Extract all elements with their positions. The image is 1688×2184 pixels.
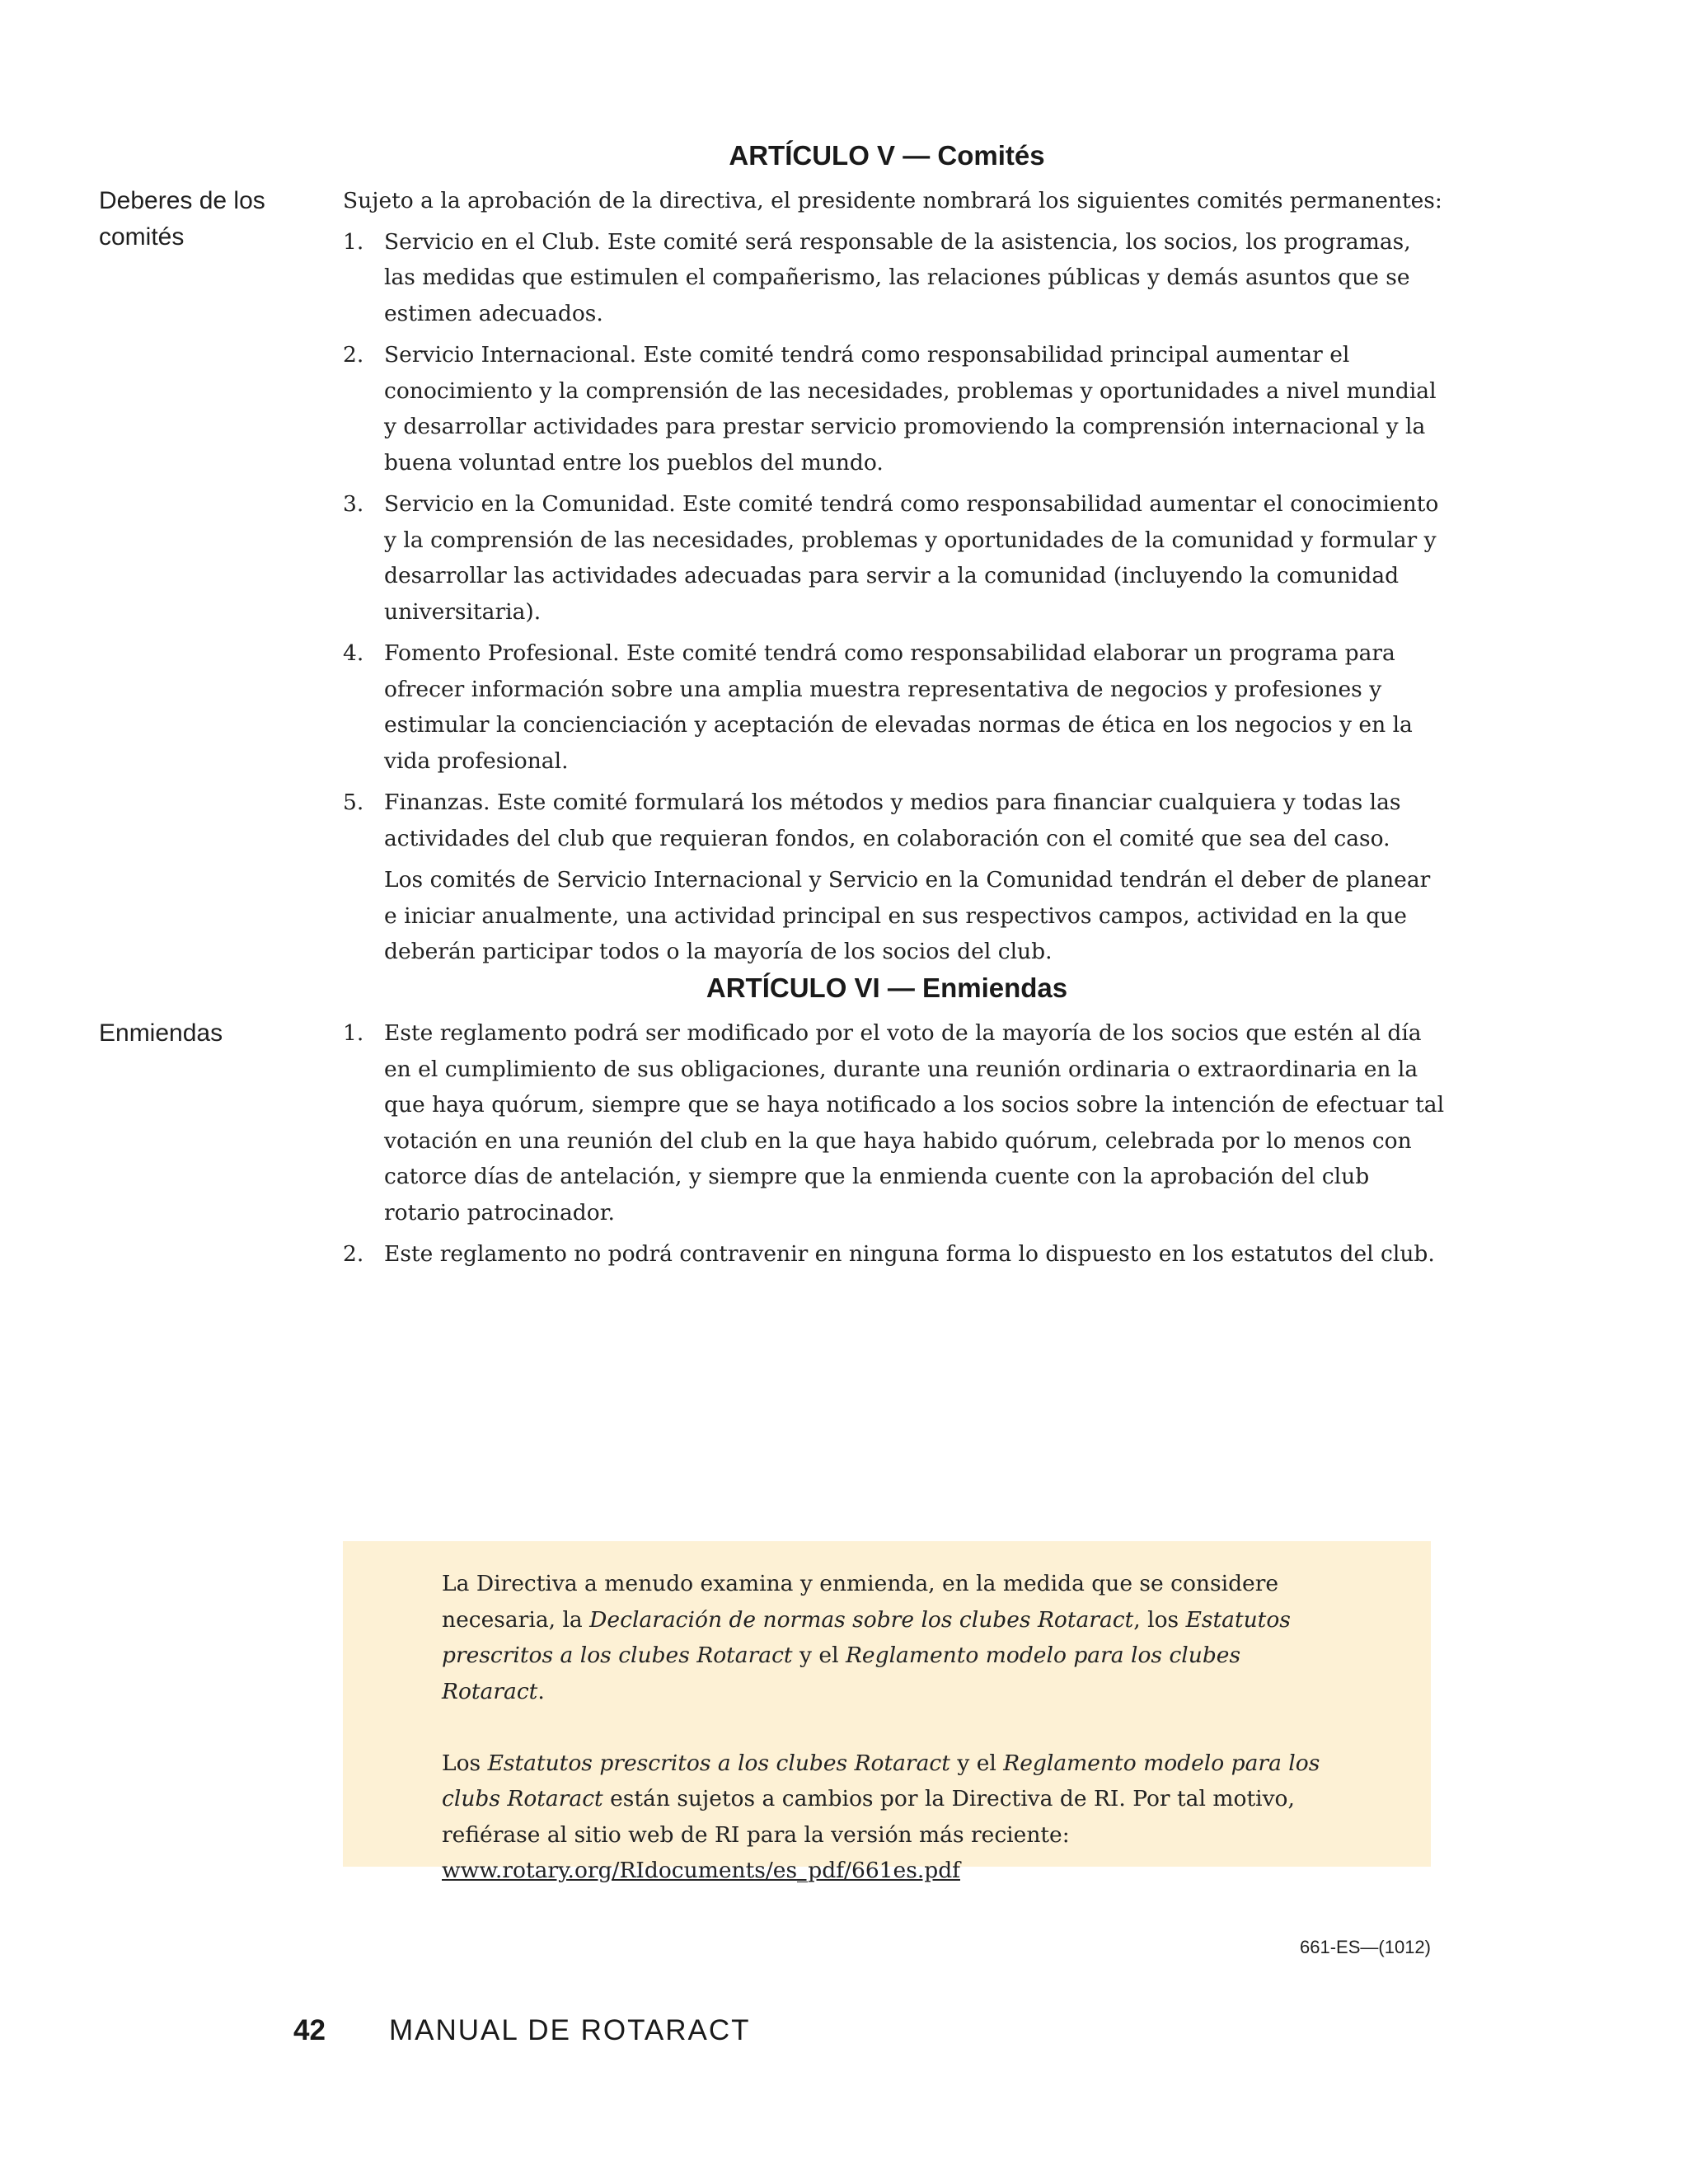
callout-text-run: La Directiva a menudo examina y enmienda, en la medida que se considere necesaria, la [442,1571,1279,1633]
callout-text-run: , los [1133,1606,1186,1633]
article-vi-list [343,1015,1447,1272]
list-item-text: Servicio Internacional. Este comité tendrá como responsabilidad principal aumentar el conocimiento y la comprensión de las necesidades, problemas y oportunidades a nivel mundial y desarrollar actividades para prestar servicio promoviendo la comprensión internacional y la buena voluntad entre los pueblos del mundo. [384,342,1437,476]
callout-italic-title: Estatutos prescritos a los clubes Rotaract [442,1606,1291,1668]
list-item [343,1015,1447,1230]
callout-text-run: Los [442,1750,488,1776]
list-item [343,337,1447,480]
list-item-text: Este reglamento no podrá contravenir en ninguna forma lo dispuesto en los estatutos del club. [384,1241,1435,1267]
footer-manual-title: MANUAL DE ROTARACT [389,2014,751,2046]
callout-italic-title: Reglamento modelo para los clubs Rotaract [442,1750,1320,1811]
list-item-number: 1. [343,1020,364,1046]
list-item [343,224,1447,332]
ri-documents-link[interactable]: www.rotary.org/RIdocuments/es_pdf/661es.pdf [442,1858,960,1883]
callout-text-run: y el [792,1643,846,1668]
list-item-text: Fomento Profesional. Este comité tendrá como responsabilidad elaborar un programa para ofrecer información sobre una amplia muestra representativa de negocios y profesiones y estimular la concienciación y aceptación de elevadas normas de ética en los negocios y en la vida profesional. [384,640,1413,774]
list-item [343,635,1447,779]
document-code: 661-ES—(1012) [1300,1937,1431,1957]
callout-text-run: están sujetos a cambios por la Directiva de RI. Por tal motivo, refiérase al sitio web de RI para la versión más reciente: [442,1786,1295,1848]
list-item-number: 4. [343,640,364,666]
list-item [343,486,1447,630]
list-item-text: Finanzas. Este comité formulará los métodos y medios para financiar cualquiera y todas las actividades del club que requieran fondos, en colaboración con el comité que sea del caso. [384,790,1401,851]
list-item-text: Este reglamento podrá ser modificado por el voto de la mayoría de los socios que estén al día en el cumplimiento de sus obligaciones, durante una reunión ordinaria o extraordinaria en la que haya quórum, siempre que se haya notificado a los socios sobre la intención de efectuar tal votación en una reunión del club en la que haya habido quórum, celebrada por lo menos con catorce días de antelación, y siempre que la enmienda cuente con la aprobación del club rotario patrocinador. [384,1020,1445,1226]
article-v-closing-note: Los comités de Servicio Internacional y Servicio en la Comunidad tendrán el deber de planear e iniciar anualmente, una actividad principal en sus respectivos campos, actividad en la que deberán participar todos o la mayoría de los socios del club. [384,867,1431,964]
callout-text [442,1566,1348,1889]
page-number: 42 [293,2014,326,2046]
list-item-number: 2. [343,342,364,368]
list-item-text: Servicio en el Club. Este comité será responsable de la asistencia, los socios, los programas, las medidas que estimulen el compañerismo, las relaciones públicas y demás asuntos que se estimen adecuados. [384,228,1411,326]
list-item [343,785,1447,856]
callout-italic-title: Estatutos prescritos a los clubes Rotaract [487,1750,950,1776]
article-vi-body [343,1015,1447,1278]
callout-italic-title: Reglamento modelo para los clubes Rotaract [442,1643,1241,1704]
callout-text-run: . [537,1678,545,1704]
callout-paragraph-2 [442,1746,1348,1889]
margin-note-amendments: Enmiendas [99,1019,223,1047]
info-callout-box [343,1541,1431,1883]
article-vi-title: ARTÍCULO VI — Enmiendas [706,972,1068,1003]
list-item [343,1236,1447,1272]
list-item-number: 2. [343,1241,364,1267]
article-v-body [343,183,1447,970]
callout-italic-title: Declaración de normas sobre los clubes Rotaract [589,1606,1134,1633]
list-item-number: 1. [343,228,364,255]
callout-paragraph-1 [442,1566,1348,1709]
list-item-number: 5. [343,790,364,815]
margin-note-committee-duties: Deberes de los comités [99,187,265,251]
paragraph-gap [442,1709,1348,1746]
list-item-text: Servicio en la Comunidad. Este comité tendrá como responsabilidad aumentar el conocimiento y la comprensión de las necesidades, problemas y oportunidades de la comunidad y formular y desarrollar las actividades adecuadas para servir a la comunidad (incluyendo la comunidad universitaria). [384,491,1439,625]
article-v-title: ARTÍCULO V — Comités [729,140,1045,171]
article-v-list [343,224,1447,857]
callout-text-run: y el [950,1750,1004,1776]
article-v-intro: Sujeto a la aprobación de la directiva, el presidente nombrará los siguientes comités permanentes: [343,188,1442,213]
list-item-number: 3. [343,491,364,517]
